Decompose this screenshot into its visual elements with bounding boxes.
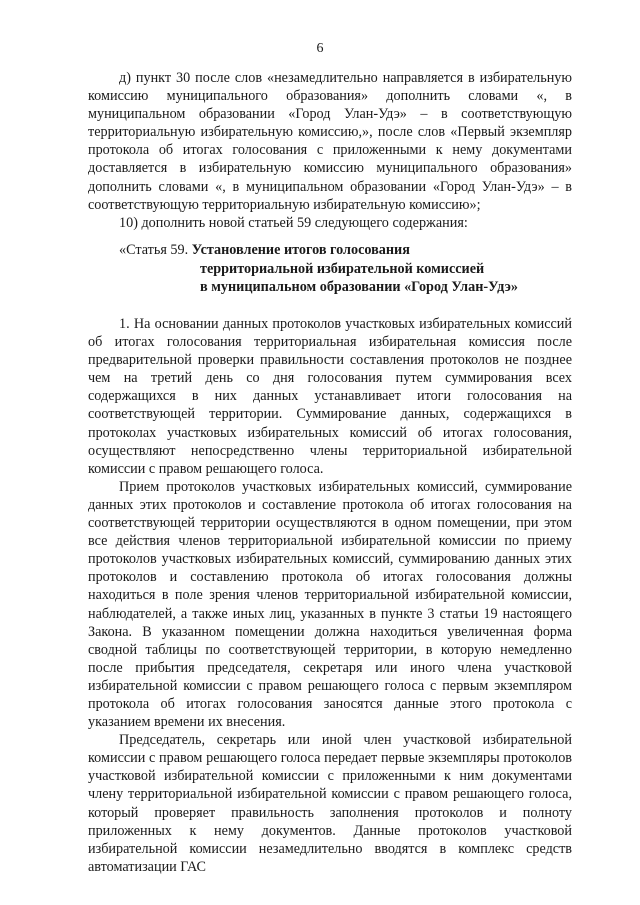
body-paragraph-2: Прием протоколов участковых избирательных комиссий, суммирование данных этих протоколов и составление протокола об итогах голосования на соответствующей территории осуществляются в одном помещении, при этом все действия членов территориальной избирательной комиссии по приему протоколов участковых избирательных комиссий, суммированию данных этих протоколов и составлению протокола об итогах голосования должны находиться в поле зрения членов территориальной избирательной комиссии, наблюдателей, а также иных лиц, указанных в пункте 3 статьи 19 настоящего Закона. В указанном помещении должна находиться увеличенная форма сводной таблицы по соответствующей территории, в которую немедленно после прибытия председателя, секретаря или иного члена участковой избирательной комиссии с правом решающего голоса с первым экземпляром протокола об итогах голосования заносятся данные этого протокола с указанием времени их внесения. bbox=[88, 478, 572, 731]
page-number: 6 bbox=[316, 41, 324, 56]
body-paragraph-1: 1. На основании данных протоколов участковых избирательных комиссий об итогах голосования территориальная избирательная комиссия после предварительной проверки правильности составления протоколов не позднее чем на третий день со дня голосования путем суммирования всех содержащихся в них данных устанавливает итоги голосования на соответствующей территории. Суммирование данных, содержащихся в протоколах участковых избирательных комиссий об итогах голосования, осуществляют непосредственно члены территориальной избирательной комиссии с правом решающего голоса. bbox=[88, 316, 572, 477]
article-heading bbox=[88, 241, 572, 297]
body-paragraph-3: Председатель, секретарь или иной член участковой избирательной комиссии с правом решающего голоса передает первые экземпляры протоколов участковой избирательной комиссии с приложенными к ним документами члену территориальной избирательной комиссии с правом решающего голоса, который проверяет правильность заполнения протоколов и полноту приложенных к нему документов. Данные протоколов участковой избирательной комиссии незамедлительно вводятся в комплекс средств автоматизации ГАС bbox=[88, 732, 572, 875]
article-title-line-3: в муниципальном образовании «Город Улан-Удэ» bbox=[200, 279, 518, 296]
article-title-line-1: Установление итогов голосования bbox=[191, 242, 410, 258]
item-10-paragraph: 10) дополнить новой статьей 59 следующего содержания: bbox=[119, 214, 468, 231]
intro-block bbox=[88, 69, 572, 232]
article-heading-line-1 bbox=[88, 241, 572, 260]
item-d-paragraph: д) пункт 30 после слов «незамедлительно направляется в избирательную комиссию муниципального образования» дополнить словами «, в муниципальном образовании «Город Улан-Удэ» – в соответствующую территориальную избирательную комиссию,», после слов «Первый экземпляр протокола об итогах голосования с приложенными к нему документами доставляется в избирательную комиссию муниципального образования» дополнить словами «, в муниципальном образовании «Город Улан-Удэ» – в соответствующую территориальную избирательную комиссию»; bbox=[88, 70, 572, 213]
article-prefix: «Статья 59. bbox=[119, 242, 192, 258]
article-title-line-2: территориальной избирательной комиссией bbox=[200, 260, 485, 277]
article-body bbox=[88, 315, 572, 876]
